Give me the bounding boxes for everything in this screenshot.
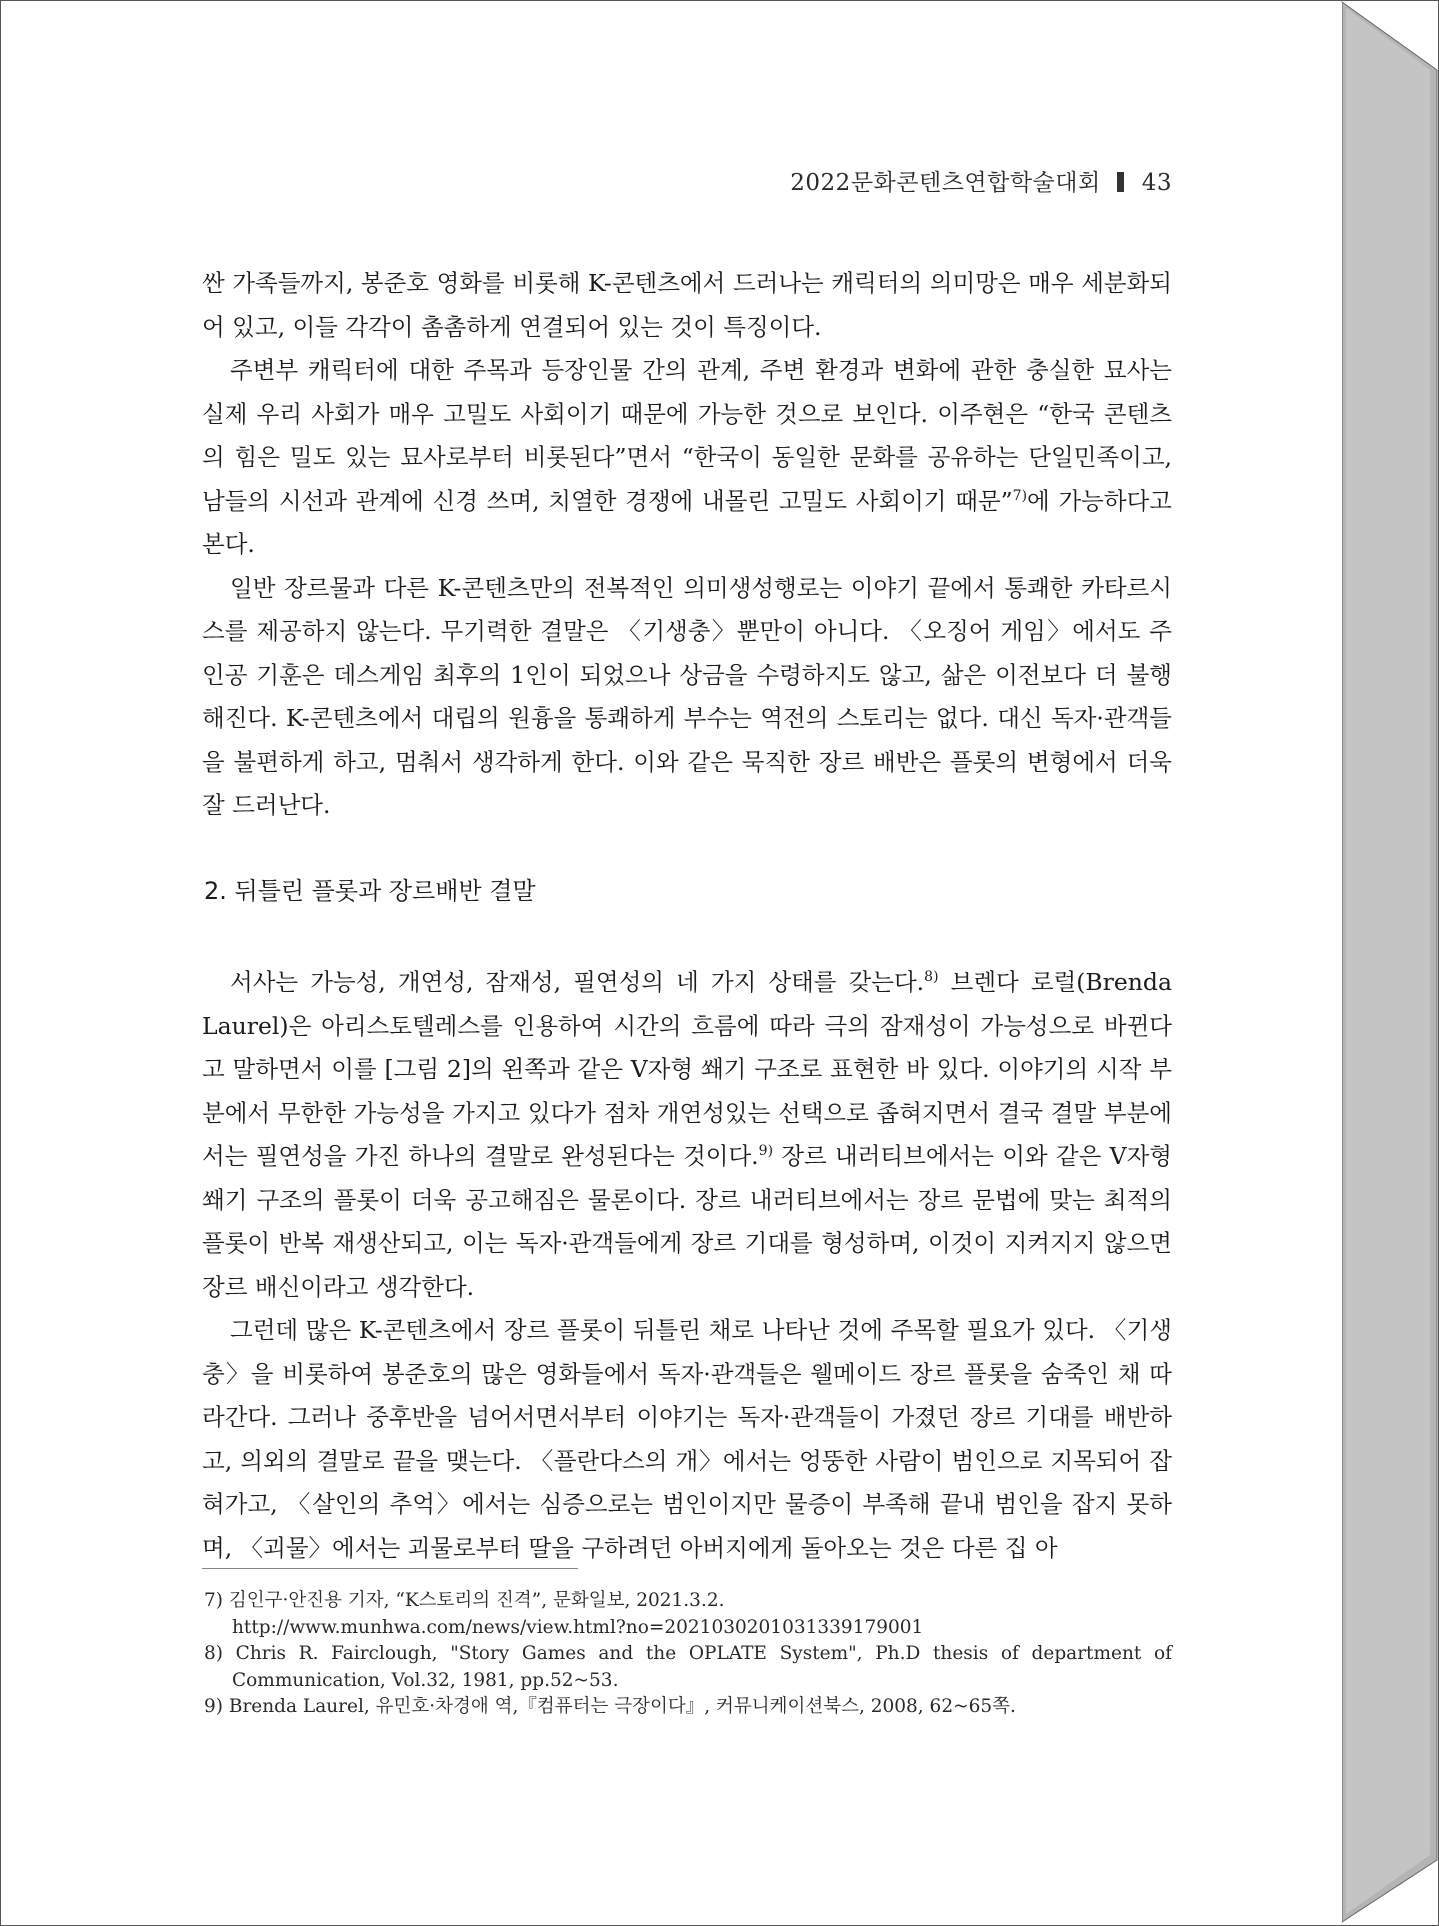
page-number: 43 xyxy=(1141,170,1172,196)
footnote-7-url: http://www.munhwa.com/news/view.html?no=2021030201031339179001 xyxy=(232,1616,924,1638)
footnote-ref-8: 8) xyxy=(924,969,939,985)
running-head xyxy=(702,164,1172,197)
paragraph-2: 주변부 캐릭터에 대한 주목과 등장인물 간의 관계, 주변 환경과 변화에 관한 충실한 묘사는 실제 우리 사회가 매우 고밀도 사회이기 때문에 가능한 것으로 보인다. 이주현은 “한국 콘텐츠의 힘은 밀도 있는 묘사로부터 비롯된다”면서 “한국이 동일한 문화를 공유하는 단일민족이고, 남들의 시선과 관계에 신경 쓰며, 치열한 경쟁에 내몰린 고밀도 사회이기 때문”$^{7)}$에 가능하다고 본다. xyxy=(202,356,1172,558)
section-heading: 2. 뒤틀린 플롯과 장르배반 결말 xyxy=(204,876,536,905)
paragraph-3: 일반 장르물과 다른 K-콘텐츠만의 전복적인 의미생성행로는 이야기 끝에서 통쾌한 카타르시스를 제공하지 않는다. 무기력한 결말은 〈기생충〉뿐만이 아니다. 〈오징어 게임〉에서도 주인공 기훈은 데스게임 최후의 1인이 되었으나 상금을 수령하지도 않고, 삶은 이전보다 더 불행해진다. K-콘텐츠에서 대립의 원흉을 통쾌하게 부수는 역전의 스토리는 없다. 대신 독자·관객들을 불편하게 하고, 멈춰서 생각하게 한다. 이와 같은 묵직한 장르 배반은 플롯의 변형에서 더욱 잘 드러난다. xyxy=(202,573,1172,819)
footnote-ref-9: 9) xyxy=(758,1143,774,1159)
journal-title: 2022문화콘텐츠연합학술대회 xyxy=(790,170,1101,196)
footnote-7: 7) 김인구·안진용 기자, “K스토리의 진격”, 문화일보, 2021.3.2. xyxy=(204,1590,725,1611)
header-separator-bar xyxy=(1117,172,1124,192)
paragraph-5: 그런데 많은 K-콘텐츠에서 장르 플롯이 뒤틀린 채로 나타난 것에 주목할 필요가 있다. 〈기생충〉을 비롯하여 봉준호의 많은 영화들에서 독자·관객들은 웰메이드 장르 플롯을 숨죽인 채 따라간다. 그러나 중후반을 넘어서면서부터 이야기는 독자·관객들이 가졌던 장르 기대를 배반하고, 의외의 결말로 끝을 맺는다. 〈플란다스의 개〉에서는 엉뚱한 사람이 범인으로 지목되어 잡혀가고, 〈살인의 추억〉에서는 심증으로는 범인이지만 물증이 부족해 끝내 범인을 잡지 못하며, 〈괴물〉에서는 괴물로부터 딸을 구하려던 아버지에게 돌아오는 것은 다른 집 아 xyxy=(202,1316,1172,1562)
body-text xyxy=(202,262,1172,1570)
footnotes xyxy=(204,1588,1172,1721)
footnote-ref-7: 7) xyxy=(1012,487,1028,504)
footnote-8: 8) Chris R. Fairclough, "Story Games and the OPLATE System", Ph.D thesis of department of Communication, Vol.32, 1981, pp.52~53. xyxy=(204,1643,1172,1691)
footnote-9: 9) Brenda Laurel, 유민호·차경애 역,『컴퓨터는 극장이다』, 커뮤니케이션북스, 2008, 62~65쪽. xyxy=(204,1696,1016,1717)
paragraph-1: 싼 가족들까지, 봉준호 영화를 비롯해 K-콘텐츠에서 드러나는 캐릭터의 의미망은 매우 세분화되어 있고, 이들 각각이 촘촘하게 연결되어 있는 것이 특징이다. xyxy=(202,269,1172,341)
paragraph-4: 서사는 가능성, 개연성, 잠재성, 필연성의 네 가지 상태를 갖는다.$^{8)}$ 브렌다 로럴(Brenda Laurel)은 아리스토텔레스를 인용하여 시간의 흐름에 따라 극의 잠재성이 가능성으로 바뀐다고 말하면서 이를 [그림 2]의 왼쪽과 같은 V자형 쐐기 구조로 표현한 바 있다. 이야기의 시작 부분에서 무한한 가능성을 가지고 있다가 점차 개연성있는 선택으로 좁혀지면서 결국 결말 부분에서는 필연성을 가진 하나의 결말로 완성된다는 것이다.$^{9)}$ 장르 내러티브에서는 이와 같은 V자형 쐐기 구조의 플롯이 더욱 공고해짐은 물론이다. 장르 내러티브에서는 장르 문법에 맞는 최적의 플롯이 반복 재생산되고, 이는 독자·관객들에게 장르 기대를 형성하며, 이것이 지켜지지 않으면 장르 배신이라고 생각한다. xyxy=(202,968,1172,1301)
footnote-divider xyxy=(202,1568,578,1569)
